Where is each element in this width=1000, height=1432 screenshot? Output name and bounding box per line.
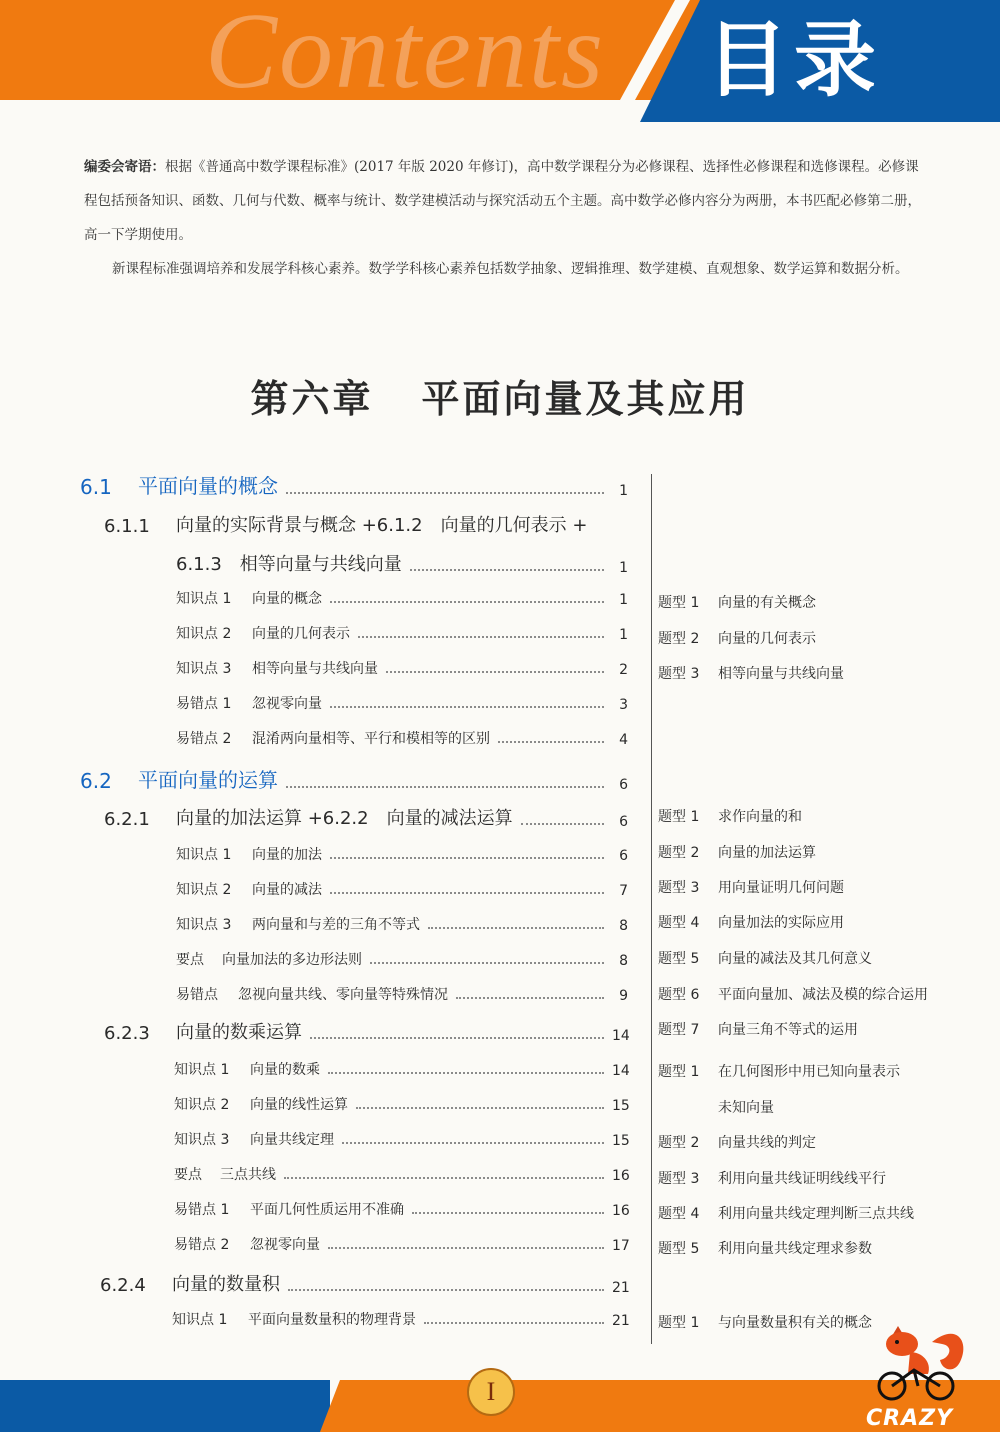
- chapter-number: 第六章: [250, 376, 374, 421]
- toc-title: 向量的实际背景与概念 +6.1.2 向量的几何表示 +: [176, 515, 588, 536]
- leader-dots: [328, 1072, 604, 1074]
- toc-label: 易错点 2: [174, 1237, 230, 1253]
- toc-label: 知识点 3: [176, 917, 232, 933]
- toc-item[interactable]: [176, 588, 628, 608]
- question-type-title: 求作向量的和: [718, 809, 802, 825]
- question-type-title: 向量共线的判定: [718, 1135, 816, 1151]
- toc-page: 6: [619, 814, 628, 830]
- toc-page: 21: [612, 1313, 630, 1329]
- question-type-item[interactable]: [658, 592, 816, 612]
- toc-label: 易错点 1: [174, 1202, 230, 1218]
- toc-item[interactable]: [174, 1199, 628, 1219]
- question-type-label: 题型 1: [658, 1064, 700, 1080]
- toc-label: 知识点 1: [176, 591, 232, 607]
- toc-title: 向量的数乘运算: [176, 1022, 302, 1043]
- toc-subsection[interactable]: [176, 550, 628, 576]
- header-banner: [0, 0, 1000, 122]
- question-type-label: 题型 4: [658, 915, 700, 931]
- toc-title: 向量加法的多边形法则: [222, 952, 362, 968]
- toc-title: 向量的加法运算 +6.2.2 向量的减法运算: [176, 808, 513, 829]
- toc-title: 平面向量的运算: [138, 768, 278, 792]
- toc-label: 知识点 1: [172, 1312, 228, 1328]
- leader-dots: [370, 962, 604, 964]
- leader-dots: [498, 741, 604, 743]
- toc-subsection[interactable]: [104, 511, 628, 537]
- toc-title: 向量的数乘: [250, 1062, 320, 1078]
- toc-number: 6.1.1: [104, 516, 150, 537]
- question-type-title: 利用向量共线证明线线平行: [718, 1171, 886, 1187]
- leader-dots: [410, 569, 604, 571]
- toc-item[interactable]: [176, 728, 628, 748]
- toc-label: 易错点 1: [176, 696, 232, 712]
- toc-number: 6.2.3: [104, 1023, 150, 1044]
- leader-dots: [286, 492, 604, 494]
- question-type-label: 题型 4: [658, 1206, 700, 1222]
- question-type-item[interactable]: [658, 1238, 872, 1258]
- toc-label: 易错点: [176, 987, 218, 1003]
- question-type-title: 向量的加法运算: [718, 845, 816, 861]
- question-type-item[interactable]: [658, 984, 928, 1004]
- leader-dots: [284, 1177, 604, 1179]
- toc-label: 知识点 3: [176, 661, 232, 677]
- toc-label: 要点: [174, 1167, 202, 1183]
- contents-watermark: Contents: [205, 0, 606, 111]
- question-type-item[interactable]: [658, 1061, 900, 1081]
- toc-page: 9: [619, 988, 628, 1004]
- toc-title: 两向量和与差的三角不等式: [252, 917, 420, 933]
- leader-dots: [428, 927, 604, 929]
- toc-page: 21: [612, 1280, 630, 1296]
- question-type-item[interactable]: [658, 1168, 886, 1188]
- toc-subsection[interactable]: [104, 804, 628, 830]
- leader-dots: [412, 1212, 604, 1214]
- question-type-label: 题型 7: [658, 1022, 700, 1038]
- toc-title: 向量的几何表示: [252, 626, 350, 642]
- toc-item[interactable]: [176, 658, 628, 678]
- toc-item[interactable]: [174, 1234, 628, 1254]
- toc-title: 向量的数量积: [172, 1274, 280, 1295]
- toc-item[interactable]: [174, 1059, 628, 1079]
- toc-item[interactable]: [176, 984, 628, 1004]
- leader-dots: [328, 1247, 604, 1249]
- toc-number: 6.2.1: [104, 809, 150, 830]
- leader-dots: [356, 1107, 604, 1109]
- question-type-title: 向量三角不等式的运用: [718, 1022, 858, 1038]
- toc-number: 6.1: [80, 475, 112, 499]
- leader-dots: [386, 671, 604, 673]
- editor-note-text-1: 根据《普通高中数学课程标准》(2017 年版 2020 年修订)，高中数学课程分为必修课程、选择性必修课程和选修课程。必修课程包括预备知识、函数、几何与代数、概率与统计、数学建模活动与探究活动五个主题。高中数学必修内容分为两册，本书匹配必修第二册，高一下学期使用。: [84, 159, 921, 243]
- question-type-label: 题型 2: [658, 845, 700, 861]
- question-type-title: 在几何图形中用已知向量表示: [718, 1064, 900, 1080]
- toc-title: 相等向量与共线向量: [252, 661, 378, 677]
- toc-page: 6: [619, 777, 628, 793]
- toc-page: 6: [619, 848, 628, 864]
- toc-item[interactable]: [176, 879, 628, 899]
- toc-label: 知识点 3: [174, 1132, 230, 1148]
- question-type-item[interactable]: [658, 1312, 872, 1332]
- toc-title: 平面向量数量积的物理背景: [248, 1312, 416, 1328]
- toc-item[interactable]: [172, 1309, 628, 1329]
- toc-page: 8: [619, 918, 628, 934]
- question-type-title: 向量的几何表示: [718, 631, 816, 647]
- toc-page: 15: [612, 1098, 630, 1114]
- question-type-item[interactable]: [658, 1097, 774, 1117]
- question-type-label: 题型 5: [658, 1241, 700, 1257]
- question-type-item[interactable]: [658, 628, 816, 648]
- toc-page: 1: [619, 483, 628, 499]
- toc-page: 8: [619, 953, 628, 969]
- toc-item[interactable]: [176, 914, 628, 934]
- leader-dots: [288, 1289, 604, 1291]
- question-type-label: 题型 1: [658, 1315, 700, 1331]
- toc-page: 1: [619, 627, 628, 643]
- toc-label: 知识点 2: [176, 882, 232, 898]
- toc-title: 三点共线: [220, 1167, 276, 1183]
- question-type-label: 题型 2: [658, 631, 700, 647]
- question-type-title: 向量的减法及其几何意义: [718, 951, 872, 967]
- question-type-title: 相等向量与共线向量: [718, 666, 844, 682]
- toc-label: 知识点 1: [174, 1062, 230, 1078]
- question-type-label: 题型 3: [658, 880, 700, 896]
- question-type-item[interactable]: [658, 1132, 816, 1152]
- question-type-item[interactable]: [658, 806, 802, 826]
- toc-title: 忽视零向量: [252, 696, 322, 712]
- footer-blue-band: [0, 1380, 330, 1432]
- toc-label: 要点: [176, 952, 204, 968]
- toc-item[interactable]: [176, 623, 628, 643]
- toc-title: 向量的加法: [252, 847, 322, 863]
- leader-dots: [330, 857, 604, 859]
- toc-subsection[interactable]: [100, 1270, 628, 1296]
- leader-dots: [342, 1142, 604, 1144]
- toc-title: 忽视零向量: [250, 1237, 320, 1253]
- toc-item[interactable]: [176, 693, 628, 713]
- question-type-item[interactable]: [658, 842, 816, 862]
- question-type-label: 题型 1: [658, 595, 700, 611]
- toc-label: 知识点 2: [176, 626, 232, 642]
- question-type-item[interactable]: [658, 1203, 914, 1223]
- chapter-title: 平面向量及其应用: [421, 376, 750, 421]
- question-type-label: 题型 6: [658, 987, 700, 1003]
- toc-title: 混淆两向量相等、平行和模相等的区别: [252, 731, 490, 747]
- question-type-label: 题型 2: [658, 1135, 700, 1151]
- question-type-title: 向量的有关概念: [718, 595, 816, 611]
- toc-section[interactable]: [80, 470, 628, 499]
- question-type-label: 题型 5: [658, 951, 700, 967]
- question-type-title: 利用向量共线定理求参数: [718, 1241, 872, 1257]
- editor-note: [84, 150, 924, 286]
- toc-title: 平面几何性质运用不准确: [250, 1202, 404, 1218]
- toc-item[interactable]: [174, 1129, 628, 1149]
- toc-page: 1: [619, 592, 628, 608]
- toc-page: 17: [612, 1238, 630, 1254]
- toc-page: 3: [619, 697, 628, 713]
- leader-dots: [310, 1037, 604, 1039]
- editor-note-p2: 新课程标准强调培养和发展学科核心素养。数学学科核心素养包括数学抽象、逻辑推理、数学建模、直观想象、数学运算和数据分析。: [112, 261, 909, 277]
- toc-page: 1: [619, 560, 628, 576]
- toc-number: 6.2: [80, 769, 112, 793]
- page-number-badge: I: [467, 1368, 515, 1416]
- toc-title: 向量的线性运算: [250, 1097, 348, 1113]
- toc-item[interactable]: [176, 949, 628, 969]
- toc-title: 向量共线定理: [250, 1132, 334, 1148]
- toc-page: 2: [619, 662, 628, 678]
- toc-subsection[interactable]: [104, 1018, 628, 1044]
- question-type-title: 用向量证明几何问题: [718, 880, 844, 896]
- toc-label: 易错点 2: [176, 731, 232, 747]
- toc-page: 14: [612, 1028, 630, 1044]
- editor-note-p1: [84, 150, 924, 252]
- toc-label: 知识点 1: [176, 847, 232, 863]
- question-type-title: 与向量数量积有关的概念: [718, 1315, 872, 1331]
- chapter-heading: [0, 368, 1000, 423]
- toc-item[interactable]: [174, 1164, 628, 1184]
- toc-page: 16: [612, 1168, 630, 1184]
- toc-label: 知识点 2: [174, 1097, 230, 1113]
- question-type-item[interactable]: [658, 948, 872, 968]
- question-type-item[interactable]: [658, 912, 844, 932]
- toc-page: 14: [612, 1063, 630, 1079]
- leader-dots: [521, 823, 604, 825]
- leader-dots: [330, 892, 604, 894]
- toc-item[interactable]: [174, 1094, 628, 1114]
- toc-page: 4: [619, 732, 628, 748]
- question-type-label: 题型 1: [658, 809, 700, 825]
- leader-dots: [358, 636, 604, 638]
- leader-dots: [330, 706, 604, 708]
- toc-title: 向量的概念: [252, 591, 322, 607]
- toc-title: 平面向量的概念: [138, 474, 278, 498]
- toc-page: 16: [612, 1203, 630, 1219]
- page-title: 目录: [706, 13, 883, 108]
- toc-item[interactable]: [176, 844, 628, 864]
- question-type-label: 题型 3: [658, 666, 700, 682]
- toc-title: 6.1.3 相等向量与共线向量: [176, 554, 402, 575]
- toc-page: 15: [612, 1133, 630, 1149]
- question-type-title: 利用向量共线定理判断三点共线: [718, 1206, 914, 1222]
- question-type-title: 未知向量: [718, 1100, 774, 1116]
- editor-note-lead: 编委会寄语：: [84, 159, 165, 175]
- question-type-item[interactable]: [658, 1019, 858, 1039]
- question-type-title: 向量加法的实际应用: [718, 915, 844, 931]
- question-type-label: 题型 3: [658, 1171, 700, 1187]
- toc-section[interactable]: [80, 764, 628, 793]
- leader-dots: [456, 997, 604, 999]
- question-type-item[interactable]: [658, 663, 844, 683]
- column-divider: [651, 474, 652, 1344]
- toc-title: 向量的减法: [252, 882, 322, 898]
- leader-dots: [286, 786, 604, 788]
- mascot-label: CRAZY: [866, 1406, 953, 1431]
- toc-page: 7: [619, 883, 628, 899]
- leader-dots: [424, 1322, 604, 1324]
- leader-dots: [330, 601, 604, 603]
- question-type-item[interactable]: [658, 877, 844, 897]
- toc-title: 忽视向量共线、零向量等特殊情况: [238, 987, 448, 1003]
- question-type-title: 平面向量加、减法及模的综合运用: [718, 987, 928, 1003]
- toc-number: 6.2.4: [100, 1275, 146, 1296]
- fox-cyclist-icon: [862, 1322, 972, 1404]
